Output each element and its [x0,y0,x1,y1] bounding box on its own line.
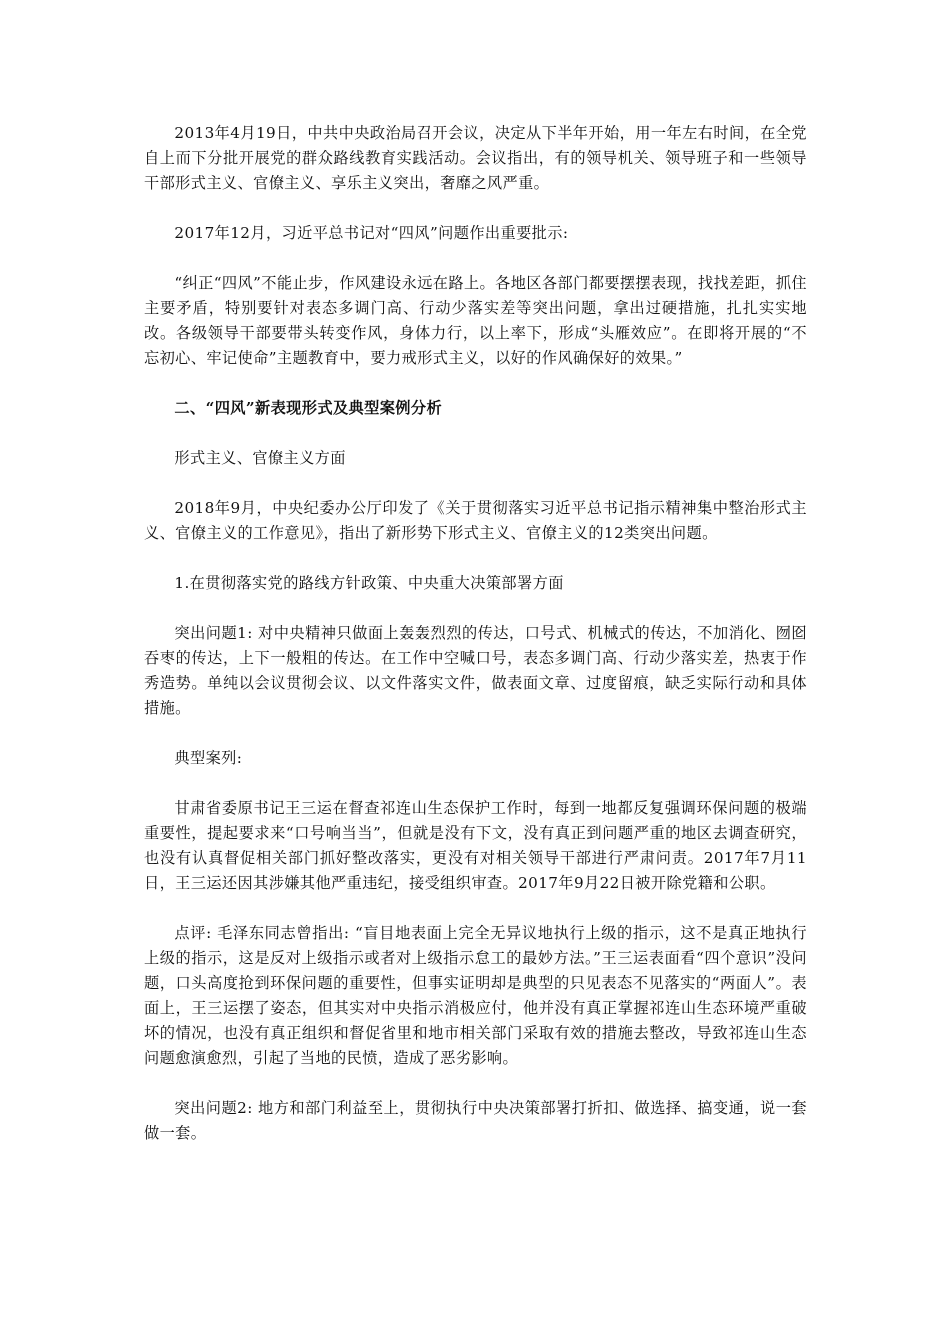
case-label: 典型案列: [174,749,243,767]
paragraph-2: 2017年12月，习近平总书记对“四风”问题作出重要批示: [174,224,569,242]
paragraph-6: 2018年9月，中央纪委办公厅印发了《关于贯彻落实习近平总书记指示精神集中整治形式主义、官僚主义的工作意见》，指出了新形势下形式主义、官僚主义的12类突出问题。 [144,499,807,542]
item-title: 1.在贯彻落实党的路线方针政策、中央重大决策部署方面 [174,574,564,592]
case-paragraph: 甘肃省委原书记王三运在督查祁连山生态保护工作时，每到一地都反复强调环保问题的极端重要性，提起要求来“口号响当当”，但就是没有下文，没有真正到问题严重的地区去调查研究，也没有认真督促相关部门抓好整改落实，更没有对相关领导干部进行严肃问责。2017年7月11日，王三运还因其涉嫌其他严重违纪，接受组织审查。2017年9月22日被开除党籍和公职。 [144,799,807,892]
issue-2-paragraph: 突出问题2: 地方和部门利益至上，贯彻执行中央决策部署打折扣、做选择、搞变通，说一套做一套。 [144,1099,807,1142]
quote-paragraph: “纠正“四风”不能止步，作风建设永远在路上。各地区各部门都要摆摆表现，找找差距，抓住主要矛盾，特别要针对表态多调门高、行动少落实差等突出问题，拿出过硬措施，扎扎实实地改。各级领导干部要带头转变作风，身体力行，以上率下，形成“头雁效应”。在即将开展的“不忘初心、牢记使命”主题教育中，要力戒形式主义，以好的作风确保好的效果。” [144,274,807,367]
issue-1-paragraph: 突出问题1: 对中央精神只做面上轰轰烈烈的传达，口号式、机械式的传达，不加消化、囫囵吞枣的传达，上下一般粗的传达。在工作中空喊口号，表态多调门高、行动少落实差，热衷于作秀造势。单纯以会议贯彻会议、以文件落实文件，做表面文章、过度留痕，缺乏实际行动和具体措施。 [144,624,807,717]
comment-paragraph: 点评: 毛泽东同志曾指出: “盲目地表面上完全无异议地执行上级的指示，这不是真正地执行上级的指示，这是反对上级指示或者对上级指示怠工的最妙方法。”王三运表面看“四个意识”没问题，口头高度抢到环保问题的重要性，但事实证明却是典型的只见表态不见落实的“两面人”。表面上，王三运摆了姿态，但其实对中央指示消极应付，他并没有真正掌握祁连山生态环境严重破坏的情况，也没有真正组织和督促省里和地市相关部门采取有效的措施去整改，导致祁连山生态问题愈演愈烈，引起了当地的民愤，造成了恶劣影响。 [144,924,807,1067]
section-heading: 二、“四风”新表现形式及典型案例分析 [174,399,443,417]
subsection-title: 形式主义、官僚主义方面 [174,449,346,467]
paragraph-1: 2013年4月19日，中共中央政治局召开会议，决定从下半年开始，用一年左右时间，在全党自上而下分批开展党的群众路线教育实践活动。会议指出，有的领导机关、领导班子和一些领导干部形式主义、官僚主义、享乐主义突出，奢靡之风严重。 [144,124,807,192]
document-page [144,121,807,1146]
